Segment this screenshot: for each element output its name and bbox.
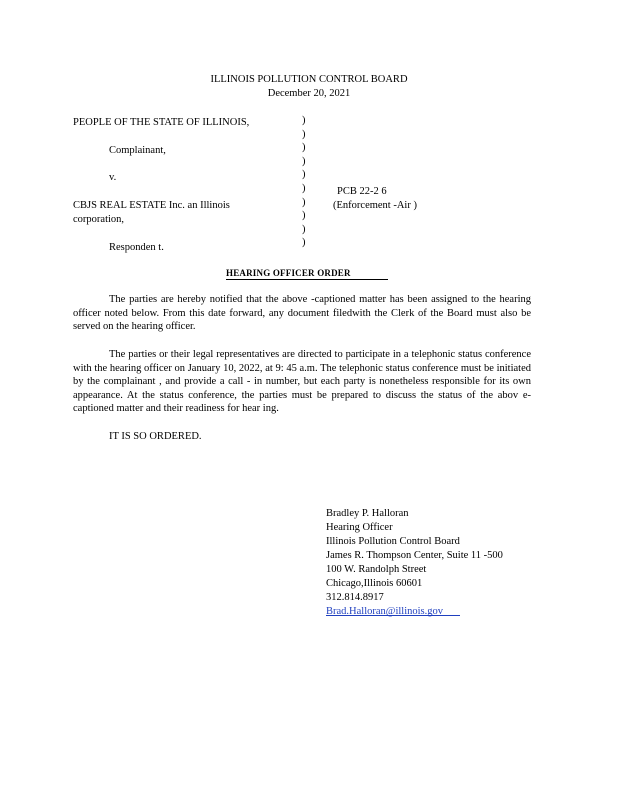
brace-line: ) — [302, 237, 306, 249]
defendant-name-line2: corporation, — [73, 214, 125, 225]
address-line-2: 100 W. Randolph Street — [326, 564, 427, 575]
defendant-name-line1: CBJS REAL ESTATE Inc. an Illinois — [73, 200, 230, 211]
plaintiff-name: PEOPLE OF THE STATE OF ILLINOIS, — [73, 117, 250, 128]
brace-line: ) — [302, 115, 306, 126]
signer-phone: 312.814.8917 — [326, 592, 384, 603]
brace-line: ) — [302, 142, 306, 154]
respondent-label: Responden t. — [109, 242, 164, 253]
order-date: December 20, 2021 — [267, 88, 351, 99]
brace-line: ) — [302, 155, 306, 167]
brace-line: ) — [302, 182, 306, 194]
brace-line: ) — [302, 210, 306, 222]
case-number: PCB 22-2 6 — [337, 186, 387, 197]
address-city: Chicago,Illinois 60601 — [326, 578, 423, 589]
signer-email-link[interactable]: Brad.Halloran@illinois.gov — [326, 606, 443, 617]
brace-line: ) — [302, 128, 306, 140]
address-line-1: James R. Thompson Center, Suite 11 -500 — [326, 550, 503, 561]
signer-name: Bradley P. Halloran — [326, 508, 409, 519]
signer-title: Hearing Officer — [326, 522, 393, 533]
email-underline — [326, 615, 460, 616]
complainant-label: Complainant, — [109, 145, 166, 156]
versus-label: v. — [109, 172, 117, 183]
brace-line: ) — [302, 169, 306, 181]
order-title: HEARING OFFICER ORDER — [226, 268, 388, 280]
so-ordered-line: IT IS SO ORDERED. — [109, 431, 202, 442]
body-paragraph-conference: The parties or their legal representatives are directed to participate in a telephonic status conference with the hearing officer on January 10, 2022, at 9: 45 a.m. The telephonic status conference must be initiated by the complainant , and provide a call - in number, but each party is nonetheless responsible for its own appearance. At the status conference, the parties must be prepared to discuss the status of the abov e-captioned matter and their readiness for hear ing. — [73, 349, 531, 414]
body-paragraph-notice: The parties are hereby notified that the above -captioned matter has been assigned to the hearing officer noted below. From this date forward, any document filedwith the Clerk of the Board must also be served on the hearing officer. — [73, 294, 531, 332]
agency-name: ILLINOIS POLLUTION CONTROL BOARD — [210, 74, 408, 85]
signature-block — [326, 507, 503, 619]
case-type: (Enforcement -Air ) — [333, 200, 417, 211]
brace-line: ) — [302, 196, 306, 208]
signer-organization: Illinois Pollution Control Board — [326, 536, 460, 547]
brace-line: ) — [302, 223, 306, 235]
caption-brace-column — [302, 114, 306, 250]
